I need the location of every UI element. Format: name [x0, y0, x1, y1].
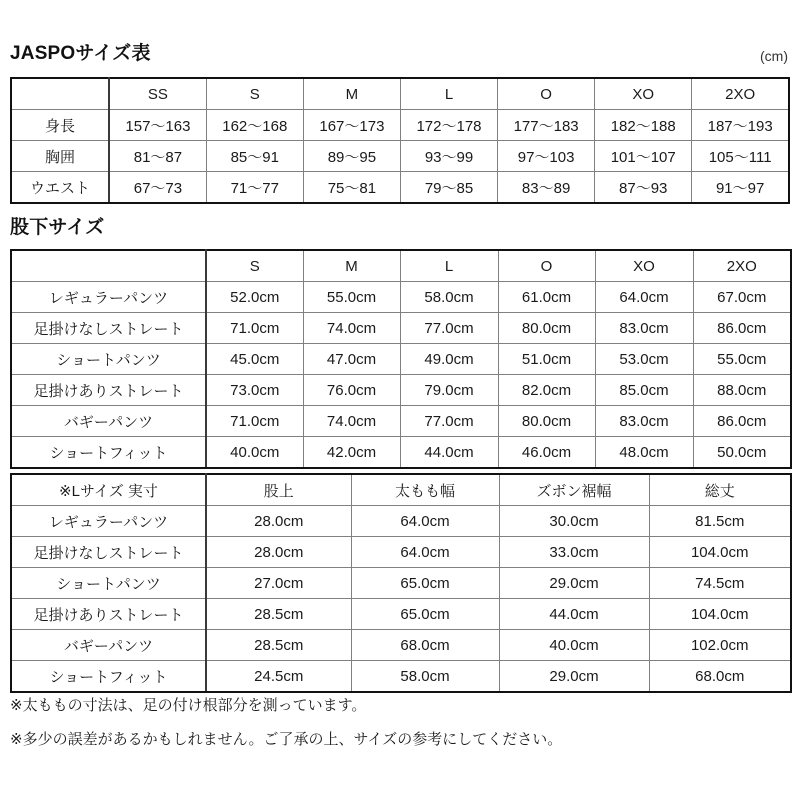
inseam-column-header: M: [303, 250, 400, 282]
actual-cell: 28.5cm: [206, 599, 351, 630]
actual-cell: 27.0cm: [206, 568, 351, 599]
actual-cell: 30.0cm: [499, 506, 649, 537]
jaspo-column-header: S: [206, 78, 303, 110]
jaspo-cell: 79〜85: [400, 172, 497, 204]
actual-cell: 102.0cm: [649, 630, 791, 661]
inseam-cell: 83.0cm: [595, 313, 693, 344]
jaspo-cell: 85〜91: [206, 141, 303, 172]
jaspo-column-header: SS: [109, 78, 206, 110]
inseam-column-header: L: [400, 250, 498, 282]
actual-cell: 74.5cm: [649, 568, 791, 599]
inseam-cell: 71.0cm: [206, 313, 303, 344]
table-row: [11, 506, 791, 537]
jaspo-column-header: O: [498, 78, 595, 110]
table-row: [11, 313, 791, 344]
jaspo-cell: 93〜99: [400, 141, 497, 172]
inseam-cell: 58.0cm: [400, 282, 498, 313]
inseam-cell: 67.0cm: [693, 282, 791, 313]
inseam-section-title: 股下サイズ: [10, 217, 105, 238]
inseam-cell: 88.0cm: [693, 375, 791, 406]
actual-corner-header: ※Lサイズ 実寸: [11, 474, 206, 506]
actual-cell: 65.0cm: [351, 599, 499, 630]
actual-cell: 81.5cm: [649, 506, 791, 537]
jaspo-table-wrapper: [10, 77, 790, 204]
table-row: [11, 568, 791, 599]
actual-cell: 28.5cm: [206, 630, 351, 661]
inseam-cell: 55.0cm: [693, 344, 791, 375]
actual-row-label: レギュラーパンツ: [11, 506, 206, 537]
inseam-row-label: バギーパンツ: [11, 406, 206, 437]
actual-row-label: ショートフィット: [11, 661, 206, 693]
inseam-cell: 45.0cm: [206, 344, 303, 375]
inseam-cell: 77.0cm: [400, 406, 498, 437]
actual-cell: 68.0cm: [351, 630, 499, 661]
actual-cell: 104.0cm: [649, 537, 791, 568]
actual-cell: 40.0cm: [499, 630, 649, 661]
jaspo-cell: 97〜103: [498, 141, 595, 172]
actual-cell: 28.0cm: [206, 506, 351, 537]
jaspo-cell: 87〜93: [595, 172, 692, 204]
jaspo-cell: 71〜77: [206, 172, 303, 204]
inseam-cell: 40.0cm: [206, 437, 303, 469]
actual-cell: 24.5cm: [206, 661, 351, 693]
actual-row-label: 足掛けありストレート: [11, 599, 206, 630]
jaspo-corner-header: [11, 78, 109, 110]
actual-cell: 33.0cm: [499, 537, 649, 568]
actual-cell: 68.0cm: [649, 661, 791, 693]
footnotes: [10, 698, 790, 766]
inseam-row-label: 足掛けなしストレート: [11, 313, 206, 344]
jaspo-row-label: 身長: [11, 110, 109, 141]
jaspo-cell: 162〜168: [206, 110, 303, 141]
jaspo-cell: 101〜107: [595, 141, 692, 172]
actual-cell: 104.0cm: [649, 599, 791, 630]
inseam-cell: 85.0cm: [595, 375, 693, 406]
inseam-cell: 49.0cm: [400, 344, 498, 375]
jaspo-cell: 105〜111: [692, 141, 789, 172]
inseam-cell: 52.0cm: [206, 282, 303, 313]
jaspo-column-header: M: [303, 78, 400, 110]
table-row: [11, 630, 791, 661]
inseam-cell: 80.0cm: [498, 406, 595, 437]
jaspo-section-title: JASPOサイズ表: [10, 43, 151, 64]
table-row: [11, 344, 791, 375]
actual-column-header: ズボン裾幅: [499, 474, 649, 506]
jaspo-cell: 67〜73: [109, 172, 206, 204]
inseam-cell: 71.0cm: [206, 406, 303, 437]
inseam-cell: 74.0cm: [303, 406, 400, 437]
actual-row-label: ショートパンツ: [11, 568, 206, 599]
jaspo-row-label: 胸囲: [11, 141, 109, 172]
actual-table-body: [11, 474, 791, 692]
inseam-cell: 55.0cm: [303, 282, 400, 313]
actual-cell: 29.0cm: [499, 568, 649, 599]
inseam-row-label: 足掛けありストレート: [11, 375, 206, 406]
jaspo-column-header: L: [400, 78, 497, 110]
jaspo-table-body: [11, 78, 789, 203]
inseam-column-header: 2XO: [693, 250, 791, 282]
inseam-cell: 73.0cm: [206, 375, 303, 406]
table-row: [11, 406, 791, 437]
inseam-row-label: ショートパンツ: [11, 344, 206, 375]
jaspo-cell: 157〜163: [109, 110, 206, 141]
inseam-cell: 82.0cm: [498, 375, 595, 406]
actual-cell: 64.0cm: [351, 506, 499, 537]
table-row: [11, 172, 789, 204]
inseam-cell: 61.0cm: [498, 282, 595, 313]
actual-cell: 64.0cm: [351, 537, 499, 568]
inseam-cell: 83.0cm: [595, 406, 693, 437]
inseam-cell: 46.0cm: [498, 437, 595, 469]
table-row: [11, 282, 791, 313]
inseam-cell: 86.0cm: [693, 406, 791, 437]
actual-cell: 29.0cm: [499, 661, 649, 693]
jaspo-cell: 172〜178: [400, 110, 497, 141]
actual-size-table: [10, 473, 792, 693]
inseam-column-header: S: [206, 250, 303, 282]
footnote-line: ※太ももの寸法は、足の付け根部分を測っています。: [10, 697, 367, 714]
actual-table-wrapper: [10, 473, 792, 693]
jaspo-cell: 187〜193: [692, 110, 789, 141]
table-row: [11, 141, 789, 172]
inseam-cell: 79.0cm: [400, 375, 498, 406]
inseam-cell: 86.0cm: [693, 313, 791, 344]
inseam-cell: 47.0cm: [303, 344, 400, 375]
jaspo-cell: 83〜89: [498, 172, 595, 204]
actual-column-header: 総丈: [649, 474, 791, 506]
inseam-corner-header: [11, 250, 206, 282]
table-row: [11, 437, 791, 469]
jaspo-cell: 167〜173: [303, 110, 400, 141]
jaspo-column-header: XO: [595, 78, 692, 110]
jaspo-unit-note: (cm): [760, 48, 788, 64]
footnote-line: ※多少の誤差があるかもしれません。ご了承の上、サイズの参考にしてください。: [10, 731, 563, 748]
inseam-cell: 53.0cm: [595, 344, 693, 375]
inseam-cell: 64.0cm: [595, 282, 693, 313]
jaspo-cell: 81〜87: [109, 141, 206, 172]
table-row: [11, 661, 791, 693]
inseam-table-body: [11, 250, 791, 468]
jaspo-cell: 177〜183: [498, 110, 595, 141]
table-row: [11, 537, 791, 568]
inseam-cell: 80.0cm: [498, 313, 595, 344]
actual-column-header: 太もも幅: [351, 474, 499, 506]
actual-header-row: [11, 474, 791, 506]
inseam-cell: 50.0cm: [693, 437, 791, 469]
inseam-column-header: XO: [595, 250, 693, 282]
table-row: [11, 599, 791, 630]
jaspo-cell: 75〜81: [303, 172, 400, 204]
inseam-cell: 48.0cm: [595, 437, 693, 469]
inseam-cell: 42.0cm: [303, 437, 400, 469]
actual-cell: 58.0cm: [351, 661, 499, 693]
actual-column-header: 股上: [206, 474, 351, 506]
inseam-column-header: O: [498, 250, 595, 282]
inseam-cell: 77.0cm: [400, 313, 498, 344]
actual-cell: 28.0cm: [206, 537, 351, 568]
table-row: [11, 375, 791, 406]
inseam-cell: 74.0cm: [303, 313, 400, 344]
actual-row-label: バギーパンツ: [11, 630, 206, 661]
actual-cell: 65.0cm: [351, 568, 499, 599]
jaspo-cell: 89〜95: [303, 141, 400, 172]
jaspo-cell: 91〜97: [692, 172, 789, 204]
actual-row-label: 足掛けなしストレート: [11, 537, 206, 568]
inseam-size-table: [10, 249, 792, 469]
inseam-cell: 51.0cm: [498, 344, 595, 375]
inseam-table-wrapper: [10, 249, 792, 469]
inseam-cell: 44.0cm: [400, 437, 498, 469]
inseam-title-row: [10, 218, 790, 237]
jaspo-row-label: ウエスト: [11, 172, 109, 204]
inseam-row-label: レギュラーパンツ: [11, 282, 206, 313]
jaspo-header-row: [11, 78, 789, 110]
inseam-header-row: [11, 250, 791, 282]
actual-cell: 44.0cm: [499, 599, 649, 630]
jaspo-column-header: 2XO: [692, 78, 789, 110]
inseam-cell: 76.0cm: [303, 375, 400, 406]
table-row: [11, 110, 789, 141]
inseam-row-label: ショートフィット: [11, 437, 206, 469]
jaspo-title-row: [10, 44, 790, 63]
jaspo-size-table: [10, 77, 790, 204]
jaspo-cell: 182〜188: [595, 110, 692, 141]
